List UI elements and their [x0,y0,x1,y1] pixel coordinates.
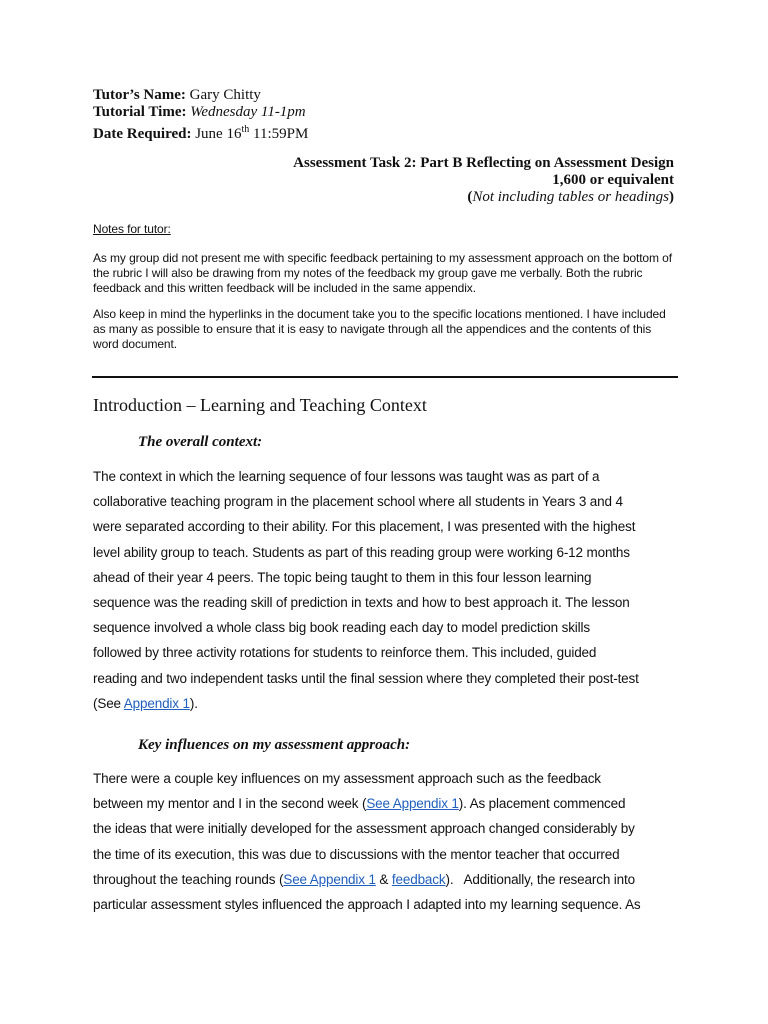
subheading-key-influences: Key influences on my assessment approach: [138,737,411,753]
tutor-name-label: Tutor’s Name: [93,87,186,103]
date-required-label: Date Required: [93,126,192,142]
tutorial-time-line [93,104,308,121]
paren-close: ) [669,189,674,205]
task-word-count-note [293,189,674,206]
section-heading-introduction: Introduction – Learning and Teaching Context [93,395,427,415]
horizontal-divider [92,376,678,378]
text-run: between my mentor and I in the second week ( [93,796,367,812]
notes-paragraph-2: Also keep in mind the hyperlinks in the document take you to the specific locations mentioned. I have included as many as possible to ensure that it is easy to navigate through all the appendices and the contents of this word document. [93,307,666,351]
date-day: June 16 [195,126,242,142]
notes-paragraph-1: As my group did not present me with specific feedback pertaining to my assessment approach on the bottom of the rubric I will also be drawing from my notes of the feedback my group gave me verbally. Both the rubric feedback and this written feedback will be included in the same appendix. [93,251,672,295]
document-header [93,87,308,143]
tutorial-time-label: Tutorial Time: [93,104,187,120]
body-line [93,791,681,816]
paren-open: ( [467,189,473,205]
body-line: the ideas that were initially developed for the assessment approach changed considerably by [93,821,635,837]
text-run: ). Additionally, the research into [445,871,635,887]
body-line: There were a couple key influences on my assessment approach such as the feedback [93,771,601,786]
date-required-value [195,126,308,142]
notes-title: Notes for tutor: [93,222,171,236]
text-run: throughout the teaching rounds ( [93,871,284,887]
text-run: & [375,871,392,887]
date-time: 11:59PM [253,126,309,142]
text-run: ). [189,695,198,711]
task-word-count: 1,600 or equivalent [552,172,674,188]
body-line: level ability group to teach. Students as part of this reading group were working 6-12 months [93,544,630,560]
body-line: sequence involved a whole class big book reading each day to model prediction skills [93,620,590,636]
task-note-text: Not including tables or headings [472,189,669,205]
subheading-overall-context: The overall context: [138,434,263,450]
notes-for-tutor [93,222,678,363]
body-line: the time of its execution, this was due to discussions with the mentor teacher that occurred [93,846,620,862]
feedback-link[interactable]: feedback [391,871,446,887]
body-line: ahead of their year 4 peers. The topic being taught to them in this four lesson learning [93,569,592,585]
body-line: collaborative teaching program in the placement school where all students in Years 3 and 4 [93,494,623,510]
tutor-name-value: Gary Chitty [189,87,261,103]
see-appendix-1-link[interactable]: See Appendix 1 [366,796,459,812]
body-line [93,691,681,716]
body-line: particular assessment styles influenced the approach I adapted into my learning sequence. As [93,897,641,913]
body-line: were separated according to their ability. For this placement, I was presented with the highest [93,519,636,535]
tutor-name-line [93,87,308,104]
body-line: sequence was the reading skill of prediction in texts and how to best approach it. The lesson [93,595,630,611]
body-line: The context in which the learning sequence of four lessons was taught was as part of a [93,469,600,484]
date-required-line [93,121,308,143]
text-run: ). As placement commenced [458,796,626,812]
assessment-task-title [293,155,674,206]
body-line: reading and two independent tasks until the final session where they completed their post-test [93,670,639,686]
paragraph-overall-context [93,464,681,716]
tutorial-time-value: Wednesday 11-1pm [190,104,306,120]
body-line: followed by three activity rotations for students to reinforce them. This included, guided [93,645,597,661]
text-run: (See [93,695,124,711]
body-line [93,867,681,892]
see-appendix-1-link[interactable]: See Appendix 1 [283,871,376,887]
paragraph-key-influences [93,766,681,917]
appendix-1-link[interactable]: Appendix 1 [123,695,190,711]
task-title-line: Assessment Task 2: Part B Reflecting on Assessment Design [293,155,674,171]
date-ordinal-suffix: th [241,124,250,135]
